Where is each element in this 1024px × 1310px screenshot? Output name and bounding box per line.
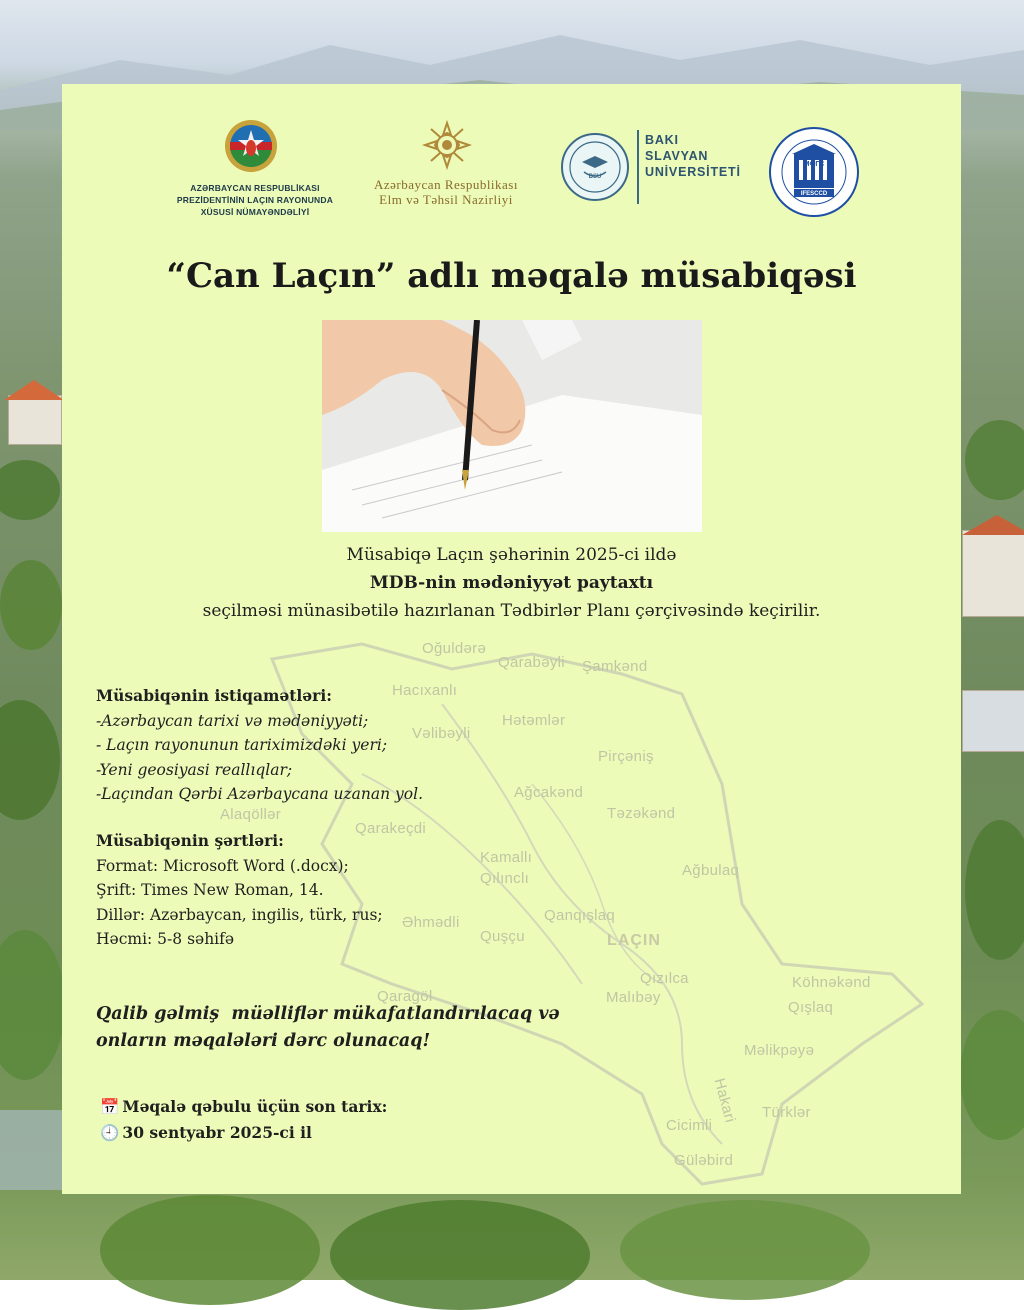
ifesccd-text: IFESCCD bbox=[800, 191, 828, 197]
roof-left bbox=[4, 380, 64, 400]
map-label: Qışlaq bbox=[788, 999, 834, 1016]
tree bbox=[0, 930, 65, 1080]
map-label: Qılınclı bbox=[480, 870, 530, 887]
map-label: Ağcakənd bbox=[514, 784, 584, 801]
condition-item: Dillər: Azərbaycan, ingilis, türk, rus; bbox=[96, 905, 383, 924]
conditions-section bbox=[96, 829, 383, 952]
roof-right bbox=[962, 515, 1024, 535]
conditions-heading: Müsabiqənin şərtləri: bbox=[96, 831, 284, 850]
map-label: Qanqışlaq bbox=[544, 907, 616, 924]
poster-panel bbox=[62, 84, 961, 1194]
winners-line: onların məqalələri dərc olunacaq! bbox=[96, 1031, 431, 1051]
clock-icon: 🕘 bbox=[100, 1124, 120, 1142]
mfgs-emblem-icon bbox=[768, 126, 860, 218]
map-label: Güləbird bbox=[674, 1152, 734, 1169]
building-right bbox=[962, 690, 1024, 752]
divider bbox=[637, 130, 639, 204]
directions-heading: Müsabiqənin istiqamətləri: bbox=[96, 686, 332, 705]
map-label: Qarabəyli bbox=[498, 654, 565, 671]
caption-line: AZƏRBAYCAN RESPUBLİKASI bbox=[190, 183, 320, 193]
intro-text bbox=[62, 541, 961, 625]
map-label: Oğuldərə bbox=[422, 640, 487, 657]
caption-line: XÜSUSİ NÜMAYƏNDƏLİYİ bbox=[200, 207, 310, 217]
caption-line: SLAVYAN bbox=[645, 149, 709, 163]
water bbox=[0, 1110, 62, 1190]
tree bbox=[965, 420, 1024, 500]
map-label: Malıbəy bbox=[606, 989, 661, 1006]
ministry-caption bbox=[354, 177, 538, 207]
direction-item: -Laçından Qərbi Azərbaycana uzanan yol. bbox=[96, 785, 423, 803]
map-label: Pirçəniş bbox=[598, 748, 654, 765]
tree bbox=[960, 1010, 1024, 1140]
direction-item: - Laçın rayonunun tariximizdəki yeri; bbox=[96, 736, 388, 754]
intro-line: Müsabiqə Laçın şəhərinin 2025-ci ildə bbox=[346, 545, 677, 565]
map-label: Köhnəkənd bbox=[792, 974, 871, 991]
caption-line: BAKI bbox=[645, 133, 679, 147]
caption-line: UNİVERSİTETİ bbox=[645, 165, 741, 179]
map-label: Vəlibəyli bbox=[412, 725, 471, 742]
azerbaijan-emblem-icon bbox=[223, 118, 279, 174]
condition-item: Həcmi: 5-8 səhifə bbox=[96, 930, 235, 948]
winners-note bbox=[96, 1001, 560, 1055]
map-label: Hətəmlər bbox=[502, 712, 566, 729]
map-label: Hakari bbox=[710, 1076, 739, 1125]
intro-line: seçilməsi münasibətilə hazırlanan Tədbirlər Planı çərçivəsində keçirilir. bbox=[202, 601, 821, 621]
direction-item: -Azərbaycan tarixi və mədəniyyəti; bbox=[96, 711, 369, 730]
map-label: Təzəkənd bbox=[607, 805, 676, 822]
condition-item: Şrift: Times New Roman, 14. bbox=[96, 881, 324, 899]
page-title: “Can Laçın” adlı məqalə müsabiqəsi bbox=[166, 256, 857, 296]
caption-line: Elm və Təhsil Nazirliyi bbox=[379, 192, 513, 207]
caption-line: PREZİDENTİNİN LAÇIN RAYONUNDA bbox=[176, 195, 334, 205]
house-left bbox=[8, 395, 62, 445]
map-label: Kamallı bbox=[480, 849, 533, 866]
mfgs-emblem-text: МФГС bbox=[803, 161, 825, 168]
map-label: Quşçu bbox=[480, 928, 525, 945]
map-label: Ağbulaq bbox=[682, 862, 740, 879]
tree bbox=[965, 820, 1024, 960]
tree bbox=[0, 560, 62, 650]
map-label: Qaragöl bbox=[377, 988, 433, 1005]
map-label: Əhmədli bbox=[402, 914, 460, 931]
intro-highlight: MDB-nin mədəniyyət paytaxtı bbox=[369, 573, 654, 593]
map-label: Məlikpəyə bbox=[744, 1042, 815, 1059]
house-right bbox=[962, 530, 1024, 617]
direction-item: -Yeni geosiyasi reallıqlar; bbox=[96, 760, 293, 779]
deadline-date: 30 sentyabr 2025-ci il bbox=[122, 1123, 312, 1142]
winners-line: Qalib gəlmiş müəlliflər mükafatlandırılacaq və bbox=[96, 1004, 560, 1024]
map-label: Qarakeçdi bbox=[355, 820, 427, 837]
tree bbox=[0, 460, 60, 520]
calendar-icon: 📅 bbox=[100, 1098, 120, 1116]
bsu-seal-text: BSU bbox=[588, 174, 602, 180]
tree bbox=[330, 1200, 590, 1310]
hand-writing-pen-icon bbox=[322, 320, 702, 532]
deadline-section bbox=[100, 1094, 387, 1146]
tree bbox=[620, 1200, 870, 1300]
caption-line: Azərbaycan Respublikası bbox=[374, 177, 518, 192]
map-label: Hacıxanlı bbox=[392, 682, 458, 699]
tree bbox=[0, 700, 60, 820]
map-label: LAÇIN bbox=[607, 932, 661, 949]
directions-section bbox=[96, 684, 423, 807]
map-label: Türklər bbox=[762, 1104, 811, 1121]
map-label: Şamkənd bbox=[582, 658, 648, 675]
ministry-ornament-icon bbox=[422, 120, 472, 170]
tree bbox=[100, 1195, 320, 1305]
representation-caption bbox=[165, 182, 345, 218]
university-caption bbox=[645, 132, 741, 180]
deadline-label: Məqalə qəbulu üçün son tarix: bbox=[122, 1097, 388, 1116]
map-label: Qızılca bbox=[640, 970, 689, 987]
map-label: Alaqöllər bbox=[220, 806, 282, 823]
condition-item: Format: Microsoft Word (.docx); bbox=[96, 856, 349, 875]
bsu-seal-icon bbox=[560, 132, 630, 202]
map-label: Cicimli bbox=[666, 1117, 713, 1134]
